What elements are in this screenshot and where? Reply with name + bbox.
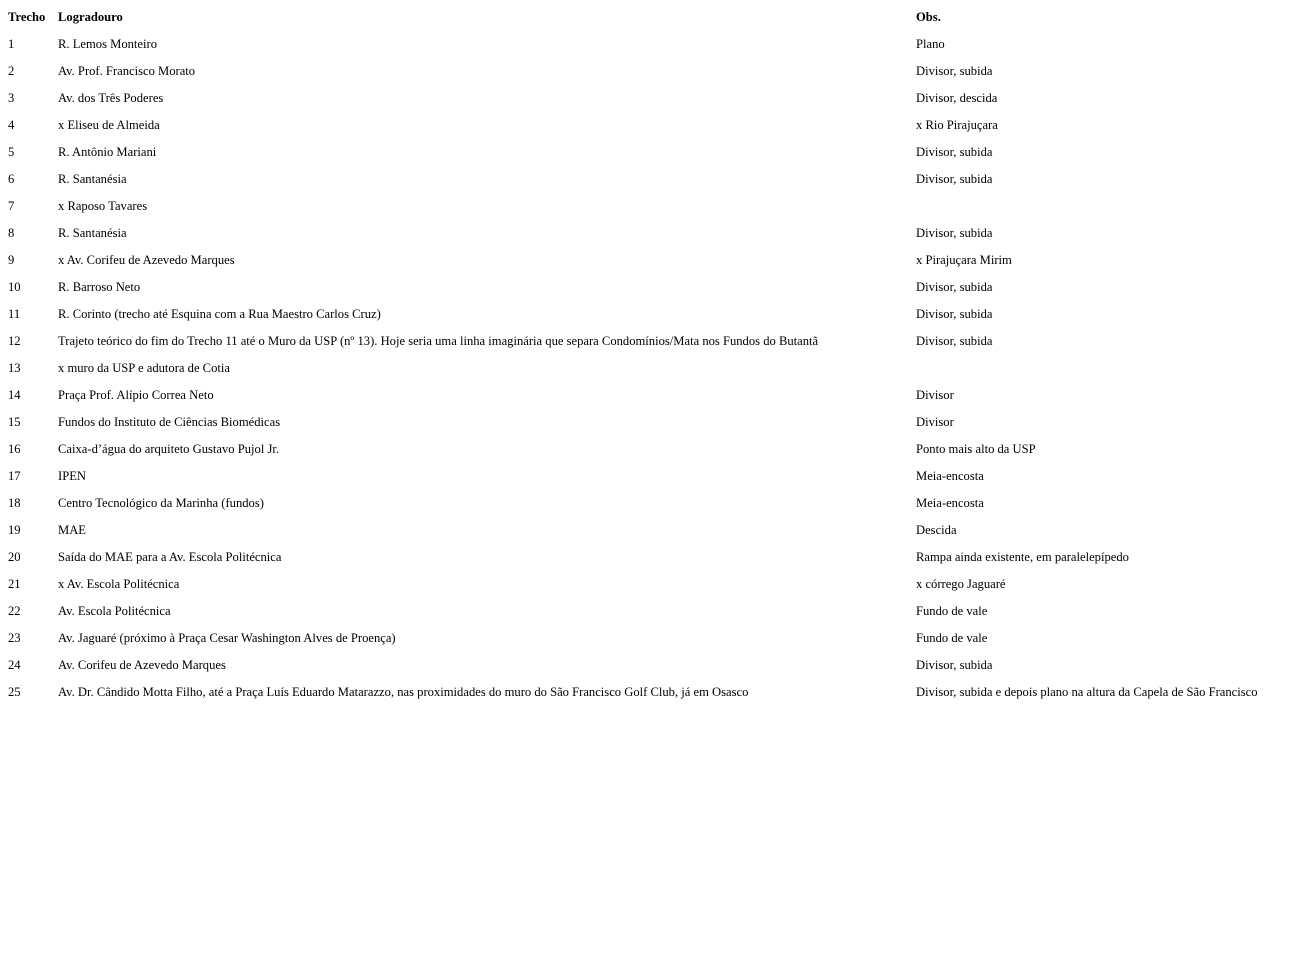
obs-cell: Divisor [916, 415, 954, 429]
logradouro-cell: Av. Dr. Cândido Motta Filho, até a Praça Luís Eduardo Matarazzo, nas proximidades do muro do São Francisco Golf Club, já em Osasco [58, 685, 749, 699]
header-trecho: Trecho [8, 10, 46, 24]
logradouro-cell: R. Santanésia [58, 172, 127, 186]
logradouro-cell: Av. dos Três Poderes [58, 91, 164, 105]
obs-cell: Fundo de vale [916, 604, 988, 618]
table-row [4, 139, 1293, 166]
obs-cell: Ponto mais alto da USP [916, 442, 1036, 456]
table-row [4, 652, 1293, 679]
header-logradouro: Logradouro [58, 10, 123, 24]
logradouro-cell: R. Santanésia [58, 226, 127, 240]
obs-cell: Divisor, subida [916, 280, 993, 294]
table-header-row [4, 4, 1293, 31]
logradouro-cell: Trajeto teórico do fim do Trecho 11 até o Muro da USP (nº 13). Hoje seria uma linha imaginária que separa Condomínios/Mata nos Fundos do Butantã [58, 334, 819, 348]
trecho-cell: 18 [8, 496, 21, 510]
table-row [4, 490, 1293, 517]
table-row [4, 31, 1293, 58]
table-row [4, 463, 1293, 490]
obs-cell [912, 193, 1293, 220]
obs-cell: x córrego Jaguaré [916, 577, 1006, 591]
table-row [4, 625, 1293, 652]
obs-cell: Fundo de vale [916, 631, 988, 645]
obs-cell: Divisor, subida [916, 145, 993, 159]
table-row [4, 436, 1293, 463]
trecho-cell: 9 [8, 253, 15, 267]
obs-cell: Divisor [916, 388, 954, 402]
table-row [4, 355, 1293, 382]
trecho-cell: 8 [8, 226, 15, 240]
trecho-cell: 4 [8, 118, 15, 132]
table-row [4, 517, 1293, 544]
header-obs: Obs. [916, 10, 941, 24]
obs-cell: Divisor, subida [916, 658, 993, 672]
obs-cell: Divisor, subida [916, 64, 993, 78]
trecho-cell: 2 [8, 64, 15, 78]
table-row [4, 112, 1293, 139]
trecho-cell: 20 [8, 550, 21, 564]
obs-cell: Descida [916, 523, 957, 537]
trecho-cell: 21 [8, 577, 21, 591]
table-body [4, 31, 1293, 706]
logradouro-cell: IPEN [58, 469, 86, 483]
logradouro-cell: x muro da USP e adutora de Cotia [58, 361, 230, 375]
trecho-cell: 13 [8, 361, 21, 375]
trecho-cell: 16 [8, 442, 21, 456]
logradouro-cell: x Eliseu de Almeida [58, 118, 160, 132]
logradouro-cell: R. Corinto (trecho até Esquina com a Rua Maestro Carlos Cruz) [58, 307, 381, 321]
table-row [4, 679, 1293, 706]
trecho-cell: 11 [8, 307, 21, 321]
trecho-cell: 5 [8, 145, 15, 159]
trecho-cell: 22 [8, 604, 21, 618]
obs-cell: Divisor, subida [916, 307, 993, 321]
logradouro-cell: x Av. Escola Politécnica [58, 577, 180, 591]
obs-cell: Rampa ainda existente, em paralelepípedo [916, 550, 1129, 564]
obs-cell: Meia-encosta [916, 469, 984, 483]
trecho-cell: 23 [8, 631, 21, 645]
trecho-cell: 1 [8, 37, 15, 51]
obs-cell: Plano [916, 37, 945, 51]
obs-cell [912, 355, 1293, 382]
table-row [4, 598, 1293, 625]
obs-cell: Divisor, subida e depois plano na altura da Capela de São Francisco [916, 685, 1258, 699]
obs-cell: Divisor, subida [916, 172, 993, 186]
trecho-cell: 25 [8, 685, 21, 699]
trecho-cell: 24 [8, 658, 21, 672]
logradouro-cell: Centro Tecnológico da Marinha (fundos) [58, 496, 264, 510]
logradouro-cell: R. Antônio Mariani [58, 145, 157, 159]
logradouro-cell: Saída do MAE para a Av. Escola Politécnica [58, 550, 282, 564]
logradouro-cell: Praça Prof. Alípio Correa Neto [58, 388, 214, 402]
obs-cell: Divisor, subida [916, 334, 993, 348]
obs-cell: Divisor, subida [916, 226, 993, 240]
logradouro-cell: Fundos do Instituto de Ciências Biomédicas [58, 415, 281, 429]
trecho-cell: 6 [8, 172, 15, 186]
trecho-cell: 12 [8, 334, 21, 348]
trecho-cell: 14 [8, 388, 21, 402]
table-row [4, 220, 1293, 247]
logradouro-cell: R. Barroso Neto [58, 280, 141, 294]
trecho-cell: 15 [8, 415, 21, 429]
logradouro-cell: R. Lemos Monteiro [58, 37, 157, 51]
logradouro-cell: Av. Escola Politécnica [58, 604, 171, 618]
table-row [4, 328, 1293, 355]
obs-cell: Meia-encosta [916, 496, 984, 510]
route-table [4, 4, 1293, 706]
logradouro-cell: Av. Corifeu de Azevedo Marques [58, 658, 226, 672]
logradouro-cell: Caixa-d’água do arquiteto Gustavo Pujol Jr. [58, 442, 280, 456]
table-row [4, 301, 1293, 328]
logradouro-cell: x Av. Corifeu de Azevedo Marques [58, 253, 235, 267]
obs-cell: x Rio Pirajuçara [916, 118, 998, 132]
logradouro-cell: MAE [58, 523, 86, 537]
table-row [4, 274, 1293, 301]
trecho-cell: 19 [8, 523, 21, 537]
obs-cell: Divisor, descida [916, 91, 998, 105]
table-row [4, 58, 1293, 85]
table-row [4, 85, 1293, 112]
table-row [4, 247, 1293, 274]
logradouro-cell: Av. Jaguaré (próximo à Praça Cesar Washington Alves de Proença) [58, 631, 396, 645]
trecho-cell: 10 [8, 280, 21, 294]
table-row [4, 409, 1293, 436]
trecho-cell: 7 [8, 199, 15, 213]
table-row [4, 382, 1293, 409]
logradouro-cell: Av. Prof. Francisco Morato [58, 64, 196, 78]
table-row [4, 193, 1293, 220]
trecho-cell: 3 [8, 91, 15, 105]
table-row [4, 571, 1293, 598]
logradouro-cell: x Raposo Tavares [58, 199, 148, 213]
table-row [4, 166, 1293, 193]
trecho-cell: 17 [8, 469, 21, 483]
table-row [4, 544, 1293, 571]
obs-cell: x Pirajuçara Mirim [916, 253, 1012, 267]
